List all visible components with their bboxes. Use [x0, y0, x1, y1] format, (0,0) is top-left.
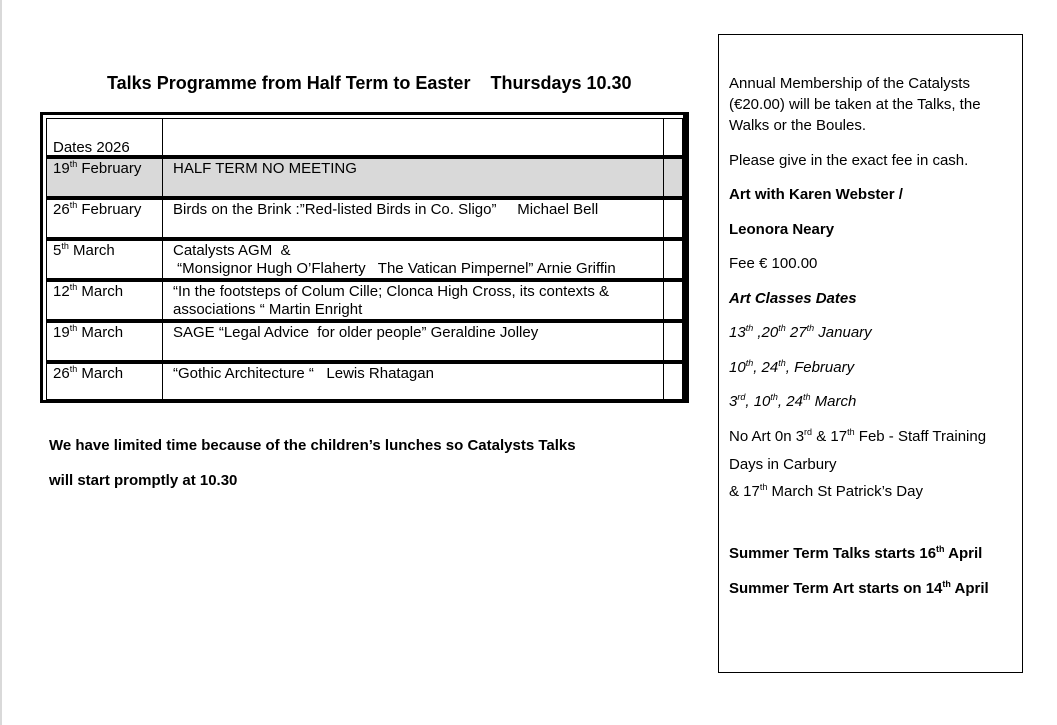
row-date: 26th February	[53, 200, 142, 218]
page-title: Talks Programme from Half Term to Easter Thursdays 10.30	[107, 73, 632, 93]
table-row	[46, 158, 683, 199]
art-title: Art with Karen Webster /	[729, 186, 903, 203]
notice-line-2: will start promptly at 10.30	[49, 472, 238, 489]
table-header-row	[46, 118, 683, 158]
no-art-line-3: & 17th March St Patrick’s Day	[729, 482, 923, 500]
art-fee: Fee € 100.00	[729, 255, 818, 272]
cash-note: Please give in the exact fee in cash.	[729, 152, 969, 169]
page-edge	[0, 0, 2, 725]
row-talk: HALF TERM NO MEETING	[173, 160, 357, 177]
table-row	[46, 240, 683, 281]
membership-line-2: (€20.00) will be taken at the Talks, the	[729, 96, 981, 113]
art-title-2: Leonora Neary	[729, 221, 835, 238]
table-row	[46, 322, 683, 363]
art-classes-heading: Art Classes Dates	[729, 290, 857, 307]
table-row	[46, 199, 683, 240]
membership-panel	[718, 34, 1023, 673]
row-talk: “Gothic Architecture “ Lewis Rhatagan	[173, 365, 434, 382]
summer-art: Summer Term Art starts on 14th April	[729, 579, 989, 597]
column-header-dates: Dates 2026	[53, 139, 130, 156]
membership-line-1: Annual Membership of the Catalysts	[729, 75, 970, 92]
notice-line-1: We have limited time because of the children’s lunches so Catalysts Talks	[49, 437, 576, 454]
row-talk: “In the footsteps of Colum Cille; Clonca High Cross, its contexts & associations “ Martin Enright	[173, 283, 610, 318]
row-date: 5th March	[53, 241, 115, 259]
row-talk: Birds on the Brink :”Red-listed Birds in Co. Sligo” Michael Bell	[173, 201, 599, 218]
row-date: 26th March	[53, 364, 124, 382]
row-date: 19th February	[53, 159, 142, 177]
row-talk: SAGE “Legal Advice for older people” Geraldine Jolley	[173, 324, 539, 341]
membership-line-3: Walks or the Boules.	[729, 117, 866, 134]
art-dates-february: 10th, 24th, February	[729, 358, 855, 376]
no-art-line-1: No Art 0n 3rd & 17th Feb - Staff Training	[729, 427, 987, 445]
art-dates-january: 13th ,20th 27th January	[729, 323, 872, 341]
art-dates-march: 3rd, 10th, 24th March	[729, 392, 857, 410]
no-art-line-2: Days in Carbury	[729, 456, 837, 473]
table-row	[46, 363, 683, 400]
talks-table	[40, 112, 689, 403]
row-talk: Catalysts AGM & “Monsignor Hugh O’Flaherty The Vatican Pimpernel” Arnie Griffin	[173, 242, 616, 277]
row-date: 12th March	[53, 282, 124, 300]
row-date: 19th March	[53, 323, 124, 341]
summer-talks: Summer Term Talks starts 16th April	[729, 544, 983, 562]
table-row	[46, 281, 683, 322]
